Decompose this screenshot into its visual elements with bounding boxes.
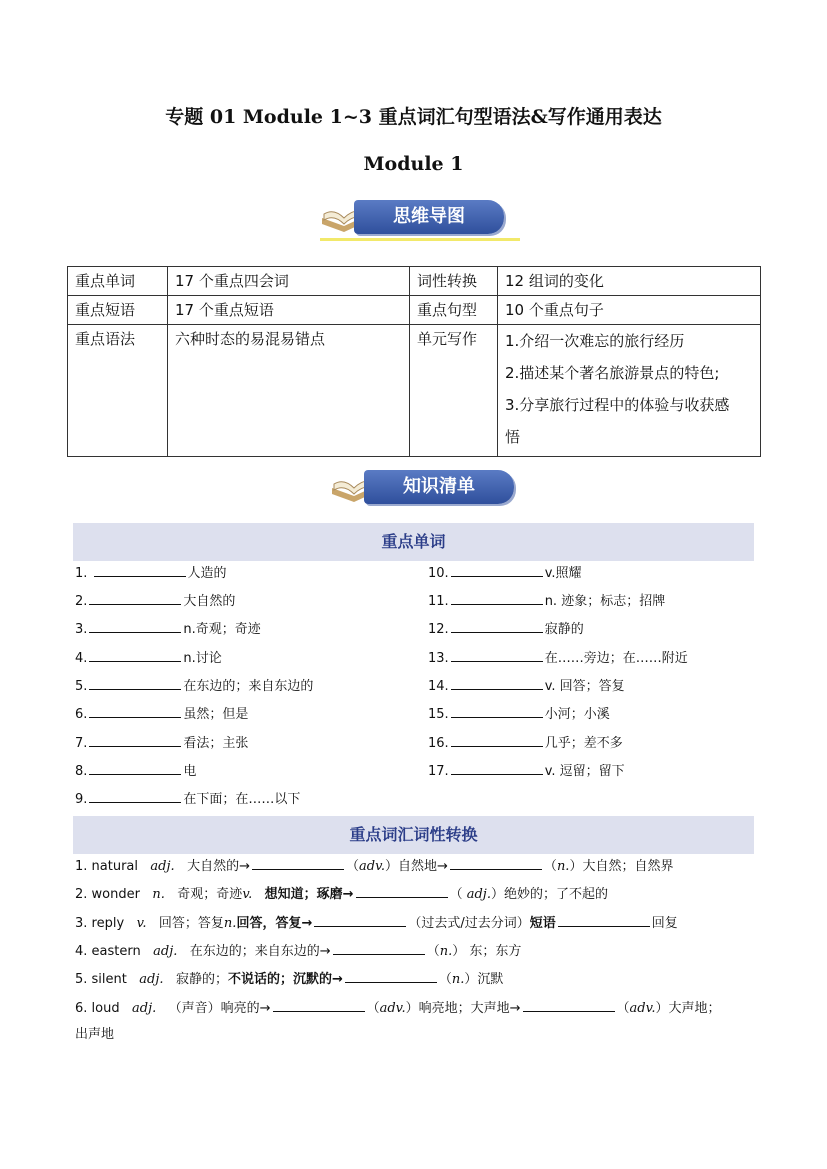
conversion-line: 4. eastern adj. 在东边的；来自东边的→ （n.） 东；东方 <box>75 941 765 961</box>
table-cell: 10 个重点句子 <box>498 296 761 325</box>
answer-blank[interactable] <box>314 913 406 927</box>
conversion-line: 2. wonder n. 奇观；奇迹v. 想知道；琢磨→ （ adj.）绝妙的；了不起的 <box>75 884 765 904</box>
vocab-item: 17. v. 逗留；留下 <box>428 761 625 781</box>
writing-items-cell <box>498 325 761 457</box>
mind-map-label: 思维导图 <box>354 200 504 234</box>
vocab-item: 5. 在东边的；来自东边的 <box>75 676 313 696</box>
table-cell: 词性转换 <box>410 267 498 296</box>
answer-blank[interactable] <box>451 733 543 747</box>
table-row <box>68 296 761 325</box>
conversion-line-continued: 出声地 <box>75 1027 115 1042</box>
table-row <box>68 267 761 296</box>
vocab-item: 9. 在下面；在……以下 <box>75 789 300 809</box>
conversion-line: 5. silent adj. 寂静的；不说话的；沉默的→ （n.）沉默 <box>75 969 765 989</box>
vocab-item: 16. 几乎；差不多 <box>428 733 623 753</box>
writing-item: 2.描述某个著名旅游景点的特色; <box>505 364 720 382</box>
answer-blank[interactable] <box>451 704 543 718</box>
vocab-item: 3. n.奇观；奇迹 <box>75 619 261 639</box>
vocab-item: 14. v. 回答；答复 <box>428 676 625 696</box>
vocab-item: 6. 虽然；但是 <box>75 704 248 724</box>
answer-blank[interactable] <box>89 676 181 690</box>
table-cell: 17 个重点四会词 <box>168 267 410 296</box>
answer-blank[interactable] <box>451 619 543 633</box>
table-cell: 六种时态的易混易错点 <box>168 325 410 457</box>
table-cell: 重点单词 <box>68 267 168 296</box>
knowledge-list-label: 知识清单 <box>364 470 514 504</box>
vocab-item: 11. n. 迹象；标志；招牌 <box>428 591 665 611</box>
mind-map-banner <box>320 196 520 240</box>
table-cell: 重点句型 <box>410 296 498 325</box>
section-header-key-words: 重点单词 <box>73 523 754 561</box>
table-cell: 单元写作 <box>410 325 498 457</box>
section-header-word-conversion: 重点词汇词性转换 <box>73 816 754 854</box>
answer-blank[interactable] <box>89 704 181 718</box>
knowledge-list-banner <box>330 466 530 510</box>
answer-blank[interactable] <box>94 563 186 577</box>
table-cell: 重点语法 <box>68 325 168 457</box>
answer-blank[interactable] <box>451 648 543 662</box>
overview-table <box>67 266 761 457</box>
answer-blank[interactable] <box>451 761 543 775</box>
banner-underline <box>320 238 520 241</box>
answer-blank[interactable] <box>89 761 181 775</box>
vocab-item: 15. 小河；小溪 <box>428 704 610 724</box>
answer-blank[interactable] <box>450 856 542 870</box>
table-row <box>68 325 761 457</box>
vocab-item: 4. n.讨论 <box>75 648 222 668</box>
answer-blank[interactable] <box>558 913 650 927</box>
answer-blank[interactable] <box>89 648 181 662</box>
answer-blank[interactable] <box>451 591 543 605</box>
vocab-item: 7. 看法；主张 <box>75 733 248 753</box>
answer-blank[interactable] <box>89 789 181 803</box>
answer-blank[interactable] <box>89 591 181 605</box>
vocab-item: 10. v.照耀 <box>428 563 582 583</box>
table-cell: 12 组词的变化 <box>498 267 761 296</box>
answer-blank[interactable] <box>89 619 181 633</box>
answer-blank[interactable] <box>89 733 181 747</box>
module-title: Module 1 <box>363 153 464 175</box>
answer-blank[interactable] <box>451 563 543 577</box>
vocab-item: 12. 寂静的 <box>428 619 584 639</box>
table-cell: 重点短语 <box>68 296 168 325</box>
vocab-item: 1. 人造的 <box>75 563 227 583</box>
document-title: 专题 01 Module 1~3 重点词汇句型语法&写作通用表达 <box>165 106 662 128</box>
conversion-line: 6. loud adj. （声音）响亮的→ （adv.）响亮地；大声地→ （adv.）大声地； <box>75 998 765 1018</box>
vocab-item: 13. 在……旁边；在……附近 <box>428 648 688 668</box>
writing-item: 1.介绍一次难忘的旅行经历 <box>505 332 685 350</box>
table-cell: 17 个重点短语 <box>168 296 410 325</box>
answer-blank[interactable] <box>345 969 437 983</box>
writing-item: 3.分享旅行过程中的体验与收获感 <box>505 396 730 414</box>
vocab-item: 2. 大自然的 <box>75 591 235 611</box>
answer-blank[interactable] <box>451 676 543 690</box>
answer-blank[interactable] <box>356 884 448 898</box>
conversion-line: 3. reply v. 回答；答复n.回答，答复→ （过去式/过去分词）短语 回复 <box>75 913 765 933</box>
answer-blank[interactable] <box>273 998 365 1012</box>
answer-blank[interactable] <box>523 998 615 1012</box>
answer-blank[interactable] <box>333 941 425 955</box>
writing-item: 悟 <box>505 428 521 446</box>
answer-blank[interactable] <box>252 856 344 870</box>
conversion-line: 1. natural adj. 大自然的→ （adv.）自然地→ （n.）大自然；自然界 <box>75 856 765 876</box>
vocab-item: 8. 电 <box>75 761 196 781</box>
